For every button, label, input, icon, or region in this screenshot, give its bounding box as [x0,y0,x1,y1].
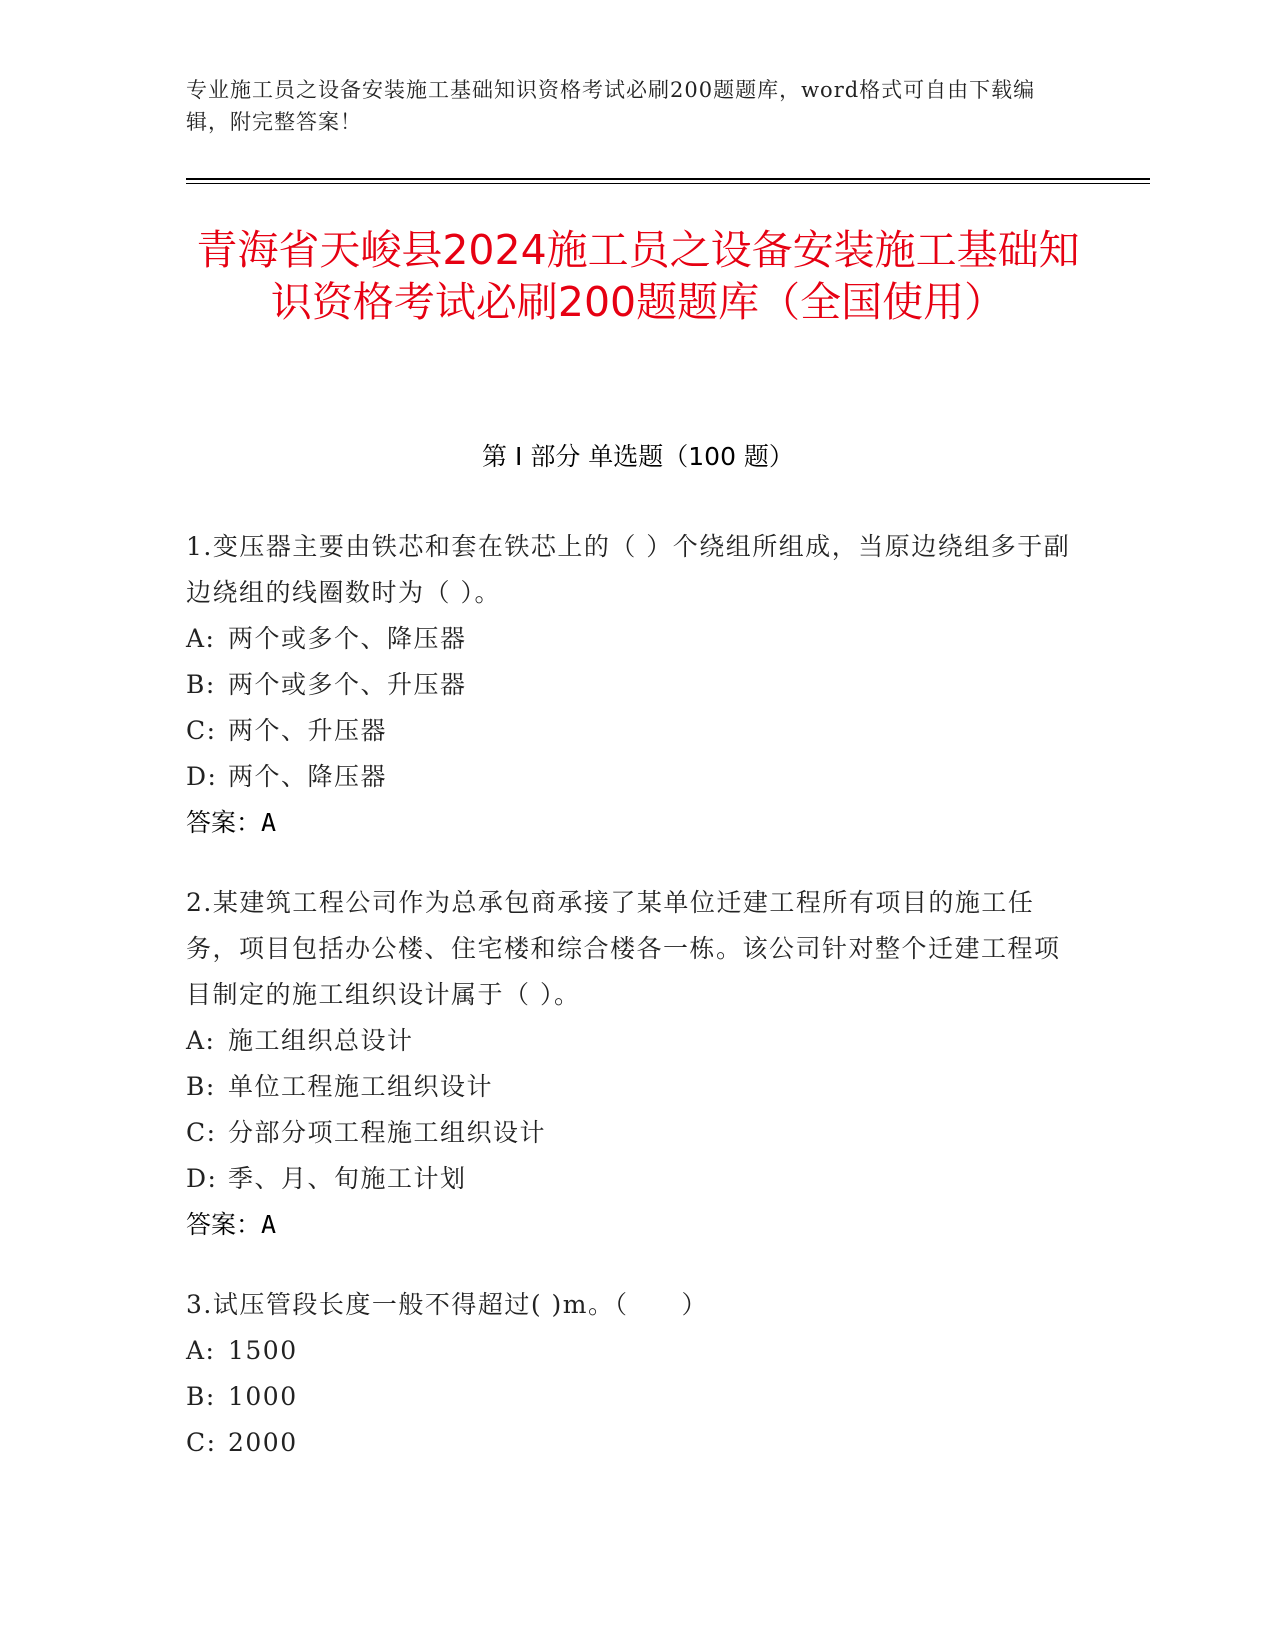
option-letter: C: [186,1118,217,1147]
option-a [186,1328,1076,1374]
section-heading: 第 I 部分 单选题（100 题） [482,442,794,471]
option-text: 两个或多个、降压器 [228,624,467,653]
header-divider-thick [186,178,1150,180]
option-text: 2000 [228,1428,298,1457]
option-letter: A: [186,1026,216,1055]
header-divider-thin [186,183,1150,184]
question-item [186,1282,1076,1466]
option-letter: D: [186,762,218,791]
header-note: 专业施工员之设备安装施工基础知识资格考试必刷200题题库，word格式可自由下载编辑，附完整答案！ [186,78,1036,134]
answer-line [186,800,1076,846]
option-b [186,1374,1076,1420]
answer-label: 答案： [186,1210,262,1239]
option-letter: A: [186,1336,216,1365]
answer-value: A [261,1210,277,1239]
option-text: 1500 [228,1336,298,1365]
option-c [186,708,1076,754]
option-letter: B: [186,1072,216,1101]
option-b [186,662,1076,708]
question-stem: 2.某建筑工程公司作为总承包商承接了某单位迁建工程所有项目的施工任务，项目包括办公楼、住宅楼和综合楼各一栋。该公司针对整个迁建工程项目制定的施工组织设计属于（ ）。 [186,888,1061,1009]
document-title: 青海省天峻县2024施工员之设备安装施工基础知识资格考试必刷200题题库（全国使用） [196,226,1080,326]
option-text: 施工组织总设计 [228,1026,414,1055]
option-letter: A: [186,624,216,653]
question-stem: 1.变压器主要由铁芯和套在铁芯上的（ ）个绕组所组成，当原边绕组多于副边绕组的线圈数时为（ ）。 [186,532,1071,607]
question-item [186,880,1076,1248]
option-d [186,754,1076,800]
option-d [186,1156,1076,1202]
option-letter: B: [186,1382,216,1411]
answer-label: 答案： [186,808,262,837]
question-list [186,524,1076,1500]
question-item [186,524,1076,846]
option-letter: C: [186,1428,217,1457]
question-stem: 3.试压管段长度一般不得超过( )m。（ ） [186,1290,709,1319]
option-text: 分部分项工程施工组织设计 [228,1118,547,1147]
option-letter: B: [186,670,216,699]
option-b [186,1064,1076,1110]
option-text: 两个、降压器 [228,762,388,791]
option-text: 1000 [228,1382,298,1411]
option-a [186,1018,1076,1064]
option-letter: C: [186,716,217,745]
option-c [186,1420,1076,1466]
option-text: 两个或多个、升压器 [228,670,467,699]
answer-value: A [261,808,277,837]
option-c [186,1110,1076,1156]
answer-line [186,1202,1076,1248]
option-text: 两个、升压器 [228,716,388,745]
option-letter: D: [186,1164,218,1193]
option-text: 单位工程施工组织设计 [228,1072,494,1101]
option-a [186,616,1076,662]
option-text: 季、月、旬施工计划 [228,1164,467,1193]
